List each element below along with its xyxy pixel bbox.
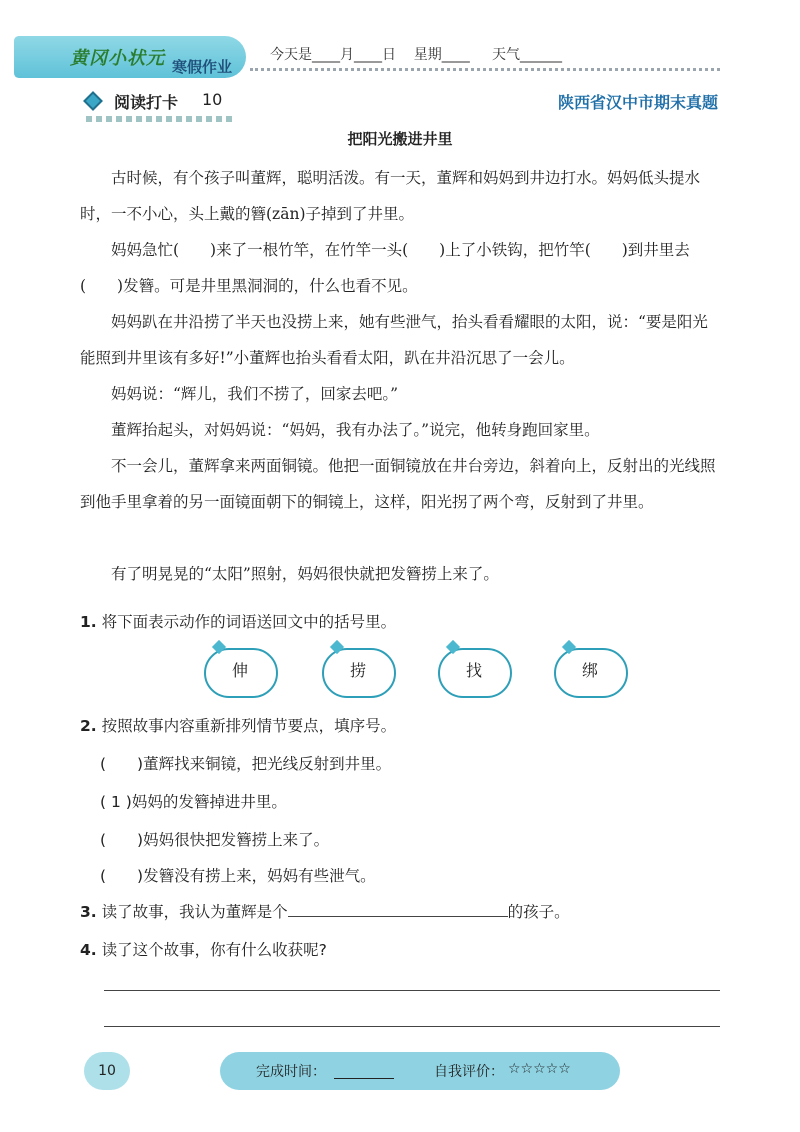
word-cloud-2 bbox=[318, 640, 398, 698]
exam-source: 陕西省汉中市期末真题 bbox=[557, 93, 718, 112]
section-row bbox=[86, 90, 726, 116]
cloud-word: 绑 bbox=[581, 661, 598, 680]
order-blank[interactable]: ( ) bbox=[100, 867, 144, 885]
diamond-icon bbox=[83, 91, 103, 111]
word-cloud-1 bbox=[200, 640, 280, 698]
question-1-number: 1. bbox=[80, 613, 97, 631]
question-3-number: 3. bbox=[80, 903, 97, 921]
order-blank[interactable]: ( ) bbox=[100, 755, 144, 773]
question-3-text-before: 读了故事，我认为董辉是个 bbox=[101, 903, 288, 921]
question-4-number: 4. bbox=[80, 941, 97, 959]
question-2 bbox=[80, 714, 396, 736]
header-dotted-rule bbox=[250, 68, 720, 71]
cloud-word: 找 bbox=[465, 661, 482, 680]
order-text: 董辉找来铜镜，把光线反射到井里。 bbox=[143, 755, 392, 773]
order-item-3 bbox=[100, 828, 329, 850]
wavy-underline bbox=[86, 116, 236, 122]
answer-line-1[interactable] bbox=[104, 990, 720, 991]
rating-stars[interactable]: ☆☆☆☆☆ bbox=[508, 1061, 571, 1077]
question-3-text-after: 的孩子。 bbox=[507, 903, 570, 921]
order-item-4 bbox=[100, 864, 376, 886]
question-2-text: 按照故事内容重新排列情节要点，填序号。 bbox=[101, 717, 397, 735]
story-paragraph-5: 董辉抬起头，对妈妈说：“妈妈，我有办法了。”说完，他转身跑回家里。 bbox=[111, 421, 600, 439]
section-title: 阅读打卡 bbox=[114, 93, 179, 112]
question-4-text: 读了这个故事，你有什么收获呢? bbox=[101, 941, 327, 959]
cloud-word: 伸 bbox=[231, 661, 248, 680]
word-cloud-4 bbox=[550, 640, 630, 698]
completion-time-label: 完成时间： bbox=[256, 1064, 326, 1080]
cloud-word: 捞 bbox=[349, 661, 366, 680]
brand-name: 黄冈小状元 bbox=[70, 48, 165, 69]
story-paragraph-2: 妈妈急忙( )来了一根竹竿，在竹竿一头( )上了小铁钩，把竹竿( )到井里去( )发簪。可是井里黑洞洞的，什么也看不见。 bbox=[80, 241, 690, 295]
question-2-number: 2. bbox=[80, 717, 97, 735]
order-blank[interactable]: ( 1 ) bbox=[100, 793, 132, 811]
order-text: 发簪没有捞上来，妈妈有些泄气。 bbox=[143, 867, 376, 885]
order-text: 妈妈很快把发簪捞上来了。 bbox=[143, 831, 330, 849]
brand-subtitle: 寒假作业 bbox=[172, 58, 233, 76]
word-cloud-3 bbox=[434, 640, 514, 698]
story-title: 把阳光搬进井里 bbox=[347, 130, 453, 148]
question-1 bbox=[80, 610, 396, 632]
story-paragraph-7: 有了明晃晃的“太阳”照射，妈妈很快就把发簪捞上来了。 bbox=[111, 565, 499, 583]
order-item-1 bbox=[100, 752, 391, 774]
date-line: 今天是____月____日 星期____ 天气______ bbox=[270, 47, 563, 63]
page-number: 10 bbox=[84, 1052, 130, 1090]
answer-blank[interactable] bbox=[288, 902, 508, 917]
answer-line-2[interactable] bbox=[104, 1026, 720, 1027]
question-4 bbox=[80, 938, 327, 960]
story-paragraph-6: 不一会儿，董辉拿来两面铜镜。他把一面铜镜放在井台旁边，斜着向上，反射出的光线照到他手里拿着的另一面镜面朝下的铜镜上，这样，阳光拐了两个弯，反射到了井里。 bbox=[80, 457, 716, 511]
question-3 bbox=[80, 900, 570, 922]
self-eval-label: 自我评价： bbox=[434, 1064, 504, 1080]
story-paragraph-3: 妈妈趴在井沿捞了半天也没捞上来，她有些泄气，抬头看看耀眼的太阳，说：“要是阳光能照到井里该有多好!”小董辉也抬头看看太阳，趴在井沿沉思了一会儿。 bbox=[80, 313, 708, 367]
section-number: 10 bbox=[202, 90, 223, 109]
order-item-2 bbox=[100, 790, 287, 812]
order-blank[interactable]: ( ) bbox=[100, 831, 144, 849]
completion-time-blank[interactable] bbox=[334, 1078, 394, 1079]
story-paragraph-1: 古时候，有个孩子叫董辉，聪明活泼。有一天，董辉和妈妈到井边打水。妈妈低头提水时，一不小心，头上戴的簪(zān)子掉到了井里。 bbox=[80, 169, 701, 223]
order-text: 妈妈的发簪掉进井里。 bbox=[131, 793, 287, 811]
question-1-text: 将下面表示动作的词语送回文中的括号里。 bbox=[101, 613, 397, 631]
story-paragraph-4: 妈妈说：“辉儿，我们不捞了，回家去吧。” bbox=[111, 385, 399, 403]
